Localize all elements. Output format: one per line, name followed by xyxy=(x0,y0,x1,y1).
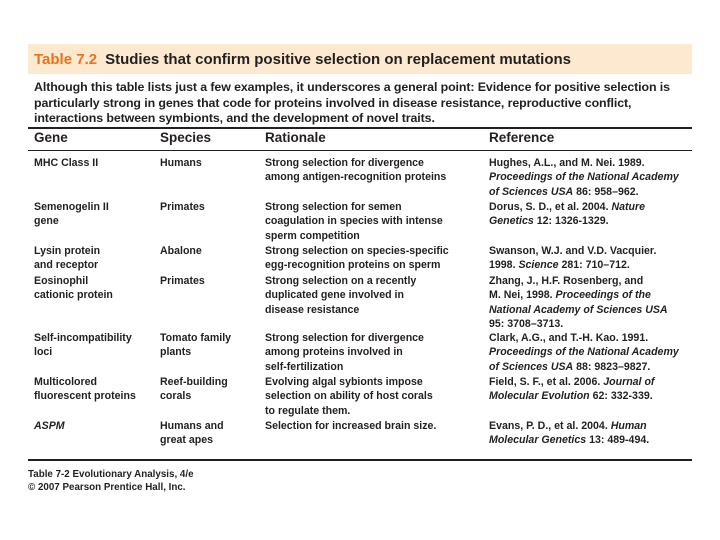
header-rationale: Rationale xyxy=(265,130,326,145)
rationale-cell: Selection for increased brain size. xyxy=(265,420,437,432)
gene-cell: MHC Class II xyxy=(34,157,99,169)
footer-credit xyxy=(28,469,194,494)
species-cell: Humans and great apes xyxy=(160,420,224,447)
reference-cell: Zhang, J., H.F. Rosenberg, and M. Nei, 1998. Proceedings of the National Academy of Sciences USA 95: 3708–3713. xyxy=(489,275,668,330)
gene-cell: ASPM xyxy=(34,420,65,432)
rationale-cell: Strong selection for divergence among proteins involved in self-fertilization xyxy=(265,332,424,373)
header-rule xyxy=(28,150,692,151)
reference-cell: Swanson, W.J. and V.D. Vacquier. 1998. Science 281: 710–712. xyxy=(489,245,657,272)
footer-line-2: © 2007 Pearson Prentice Hall, Inc. xyxy=(28,481,186,493)
gene-cell: Semenogelin II gene xyxy=(34,201,109,228)
species-cell: Abalone xyxy=(160,245,202,257)
table-title-bar xyxy=(28,44,692,74)
footer-line-1: Table 7-2 Evolutionary Analysis, 4/e xyxy=(28,469,194,480)
species-cell: Primates xyxy=(160,275,205,287)
rationale-cell: Strong selection for semen coagulation in species with intense sperm competition xyxy=(265,201,443,242)
gene-cell: Multicolored fluorescent proteins xyxy=(34,376,136,403)
reference-cell: Hughes, A.L., and M. Nei. 1989. Proceedings of the National Academy of Sciences USA 86: 958–962. xyxy=(489,157,679,198)
table-title: Studies that confirm positive selection on replacement mutations xyxy=(105,50,572,68)
top-rule xyxy=(28,127,692,129)
bottom-rule xyxy=(28,459,692,461)
species-cell: Humans xyxy=(160,157,202,169)
table-label: Table 7.2 xyxy=(34,50,98,68)
reference-cell: Clark, A.G., and T.-H. Kao. 1991. Proceedings of the National Academy of Sciences USA 88: 9823–9827. xyxy=(489,332,679,373)
reference-cell: Field, S. F., et al. 2006. Journal of Molecular Evolution 62: 332-339. xyxy=(489,376,655,403)
rationale-cell: Strong selection for divergence among antigen-recognition proteins xyxy=(265,157,447,184)
reference-cell: Dorus, S. D., et al. 2004. Nature Genetics 12: 1326-1329. xyxy=(489,201,646,228)
rationale-cell: Strong selection on species-specific egg-recognition proteins on sperm xyxy=(265,245,449,272)
header-species: Species xyxy=(160,130,212,145)
reference-cell: Evans, P. D., et al. 2004. Human Molecular Genetics 13: 489-494. xyxy=(489,420,650,447)
species-cell: Reef-building corals xyxy=(160,376,228,403)
header-gene: Gene xyxy=(34,130,68,145)
gene-cell: Self-incompatibility loci xyxy=(34,332,132,359)
header-reference: Reference xyxy=(489,130,555,145)
species-cell: Tomato family plants xyxy=(160,332,232,359)
species-cell: Primates xyxy=(160,201,205,213)
gene-cell: Lysin protein and receptor xyxy=(34,245,101,272)
gene-cell: Eosinophil cationic protein xyxy=(34,275,113,302)
rationale-cell: Strong selection on a recently duplicated gene involved in disease resistance xyxy=(265,275,417,316)
table-intro: Although this table lists just a few examples, it underscores a general point: Evidence for positive selection is particularly strong in genes that code for proteins involved in disease resistance, reproductive conflict, interactions between symbionts, and the development of novel traits. xyxy=(34,80,670,125)
rationale-cell: Evolving algal sybionts impose selection on ability of host corals to regulate them. xyxy=(265,376,433,417)
